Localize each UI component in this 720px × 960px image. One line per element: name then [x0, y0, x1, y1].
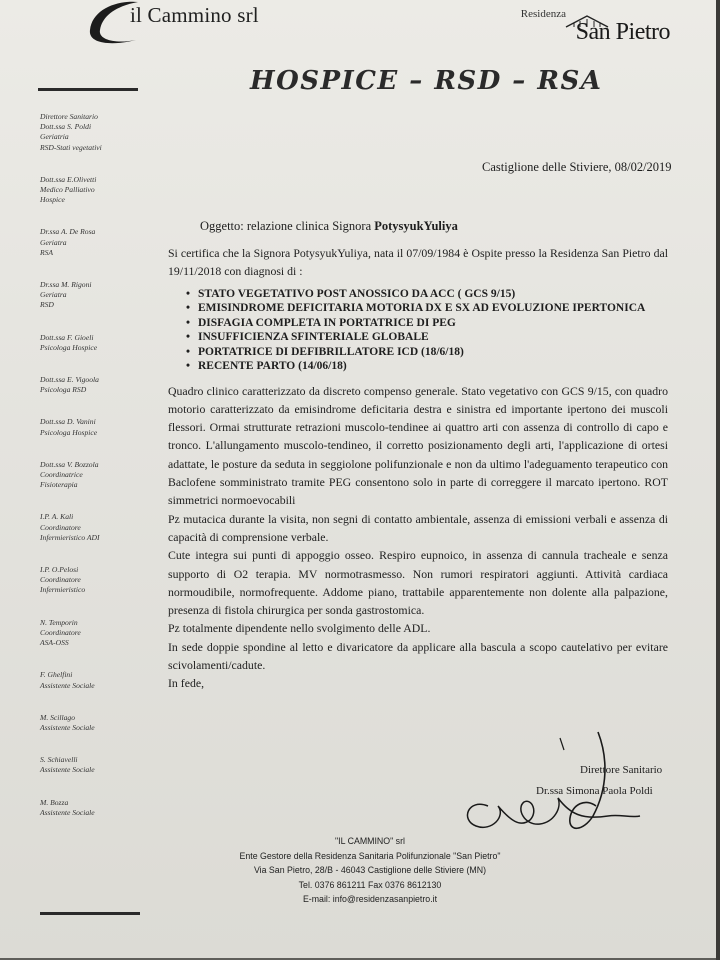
- staff-role: Assistente Sociale: [40, 680, 95, 690]
- page-edge-shadow: [716, 0, 720, 960]
- staff-role: RSA: [40, 247, 54, 257]
- staff-role: Assistente Sociale: [40, 807, 95, 817]
- staff-sidebar: [40, 112, 150, 840]
- diagnosis-text: STATO VEGETATIVO POST ANOSSICO DA ACC ( GCS 9/15): [198, 287, 516, 300]
- bullet-icon: •: [186, 345, 191, 358]
- diagnosis-item: [168, 345, 668, 360]
- letter-body: [168, 244, 668, 693]
- staff-name: Dr.ssa A. De Rosa: [40, 227, 96, 237]
- brand-big: San Pietro: [575, 19, 670, 45]
- staff-entry: [40, 175, 150, 206]
- page-title: HOSPICE – RSD – RSA: [250, 66, 603, 96]
- diagnosis-list: [168, 287, 668, 374]
- sidebar-divider-top: [38, 88, 138, 91]
- staff-role: Coordinatore: [40, 627, 81, 637]
- staff-name: Dott.ssa D. Vanini: [40, 417, 96, 427]
- staff-role: ASA-OSS: [40, 638, 69, 648]
- diagnosis-item: [168, 287, 668, 302]
- intro-paragraph: Si certifica che la Signora PotysyukYuliya, nata il 07/09/1984 è Ospite presso la Residenza San Pietro dal 19/11/2018 con diagnosi di :: [168, 246, 668, 279]
- staff-role: Fisioterapia: [40, 480, 78, 490]
- staff-name: Dott.ssa V. Bozzola: [40, 459, 99, 469]
- diagnosis-text: DISFAGIA COMPLETA IN PORTATRICE DI PEG: [198, 316, 456, 329]
- staff-entry: [40, 618, 150, 649]
- staff-entry: [40, 512, 150, 543]
- staff-name: M. Bozza: [40, 797, 69, 807]
- subject-prefix: Oggetto: relazione clinica Signora: [200, 219, 375, 233]
- adl-paragraph: Pz totalmente dipendente nello svolgimento delle ADL.: [168, 621, 431, 636]
- staff-role: Infermieristico: [40, 585, 86, 595]
- footer-description: Ente Gestore della Residenza Sanitaria Polifunzionale "San Pietro": [239, 850, 501, 861]
- subject-name: PotysyukYuliya: [374, 219, 458, 233]
- diagnosis-text: EMISINDROME DEFICITARIA MOTORIA DX E SX AD EVOLUZIONE IPERTONICA: [198, 302, 646, 315]
- footer-address: Via San Pietro, 28/B - 46043 Castiglione delle Stiviere (MN): [253, 865, 487, 876]
- company-logo: [86, 0, 276, 44]
- staff-entry: [40, 112, 150, 153]
- staff-name: Direttore Sanitario: [40, 112, 98, 121]
- staff-role: Psicologa Hospice: [40, 427, 98, 437]
- staff-name: Dott.ssa F. Gioeli: [40, 332, 94, 342]
- staff-role: Coordinatore: [40, 575, 81, 585]
- brand-small: Residenza: [520, 8, 566, 20]
- residence-logo: [520, 6, 670, 46]
- staff-entry: [40, 333, 150, 353]
- staff-entry: [40, 227, 150, 258]
- staff-entry: [40, 280, 150, 311]
- staff-role: Geriatra: [40, 290, 67, 300]
- footer-phone: Tel. 0376 861211 Fax 0376 8612130: [298, 879, 442, 890]
- footer-company: "IL CAMMINO" srl: [335, 836, 405, 846]
- staff-entry: [40, 565, 150, 596]
- company-name: il Cammino srl: [130, 3, 259, 27]
- subject-line: [200, 219, 458, 234]
- diagnosis-text: RECENTE PARTO (14/06/18): [198, 360, 347, 373]
- staff-name: I.P. O.Pelosi: [40, 565, 79, 575]
- staff-name: Dott.ssa E.Olivetti: [40, 174, 97, 184]
- date-line: Castiglione delle Stiviere, 08/02/2019: [482, 160, 672, 174]
- staff-role: Coordinatore: [40, 522, 81, 532]
- diagnosis-item: [168, 359, 668, 374]
- staff-name: Dott.ssa E. Vigoola: [40, 375, 99, 385]
- diagnosis-item: [168, 330, 668, 345]
- staff-name: Dr.ssa M. Rigoni: [40, 280, 92, 290]
- staff-role: Coordinatrice: [40, 470, 83, 480]
- staff-entry: [40, 798, 150, 818]
- diagnosis-text: PORTATRICE DI DEFIBRILLATORE ICD (18/6/18): [198, 345, 464, 358]
- staff-entry: [40, 755, 150, 775]
- staff-role: Assistente Sociale: [40, 722, 95, 732]
- signatory-title: Direttore Sanitario: [580, 764, 663, 776]
- diagnosis-text: INSUFFICIENZA SFINTERIALE GLOBALE: [198, 331, 429, 344]
- sidebar-divider-bottom: [40, 912, 140, 915]
- bullet-icon: •: [186, 287, 191, 300]
- staff-role: Dott.ssa S. Poldi: [40, 122, 92, 132]
- staff-role: Geriatra: [40, 237, 67, 247]
- footer-email: E-mail: info@residenzasanpietro.it: [302, 894, 438, 905]
- diagnosis-item: [168, 316, 668, 331]
- staff-role: Medico Palliativo: [40, 185, 95, 195]
- staff-entry: [40, 713, 150, 733]
- staff-role: Hospice: [40, 195, 65, 205]
- staff-entry: [40, 417, 150, 437]
- closing-line: In fede,: [168, 676, 205, 691]
- staff-role: Assistente Sociale: [40, 765, 95, 775]
- clinical-paragraph: Quadro clinico caratterizzato da discreto compenso generale. Stato vegetativo con GCS 9/15, con quadro motorio caratterizzato da emisindrome deficitaria destra e sinistra ed importante ipertono dei muscoli flessori. Ormai strutturate retrazioni muscolo-tendinee ai quattro arti con assenza di controllo di capo e tronco. L'allungamento muscolo-tendineo, il corretto posizionamento degli arti, l'applicazione di ortesi adattate, le posture da seduta in seggiolone polifunzionale e non da ultimo l'adeguamento terapeutico con Baclofene somministrato tramite PEG consentono solo in parte di correggere il marcato ipertono. ROT simmetrici normoevocabili: [168, 383, 668, 508]
- behaviour-paragraph: Pz mutacica durante la visita, non segni di contatto ambientale, assenza di emissioni verbali e assenza di capacità di comprensione verbale.: [168, 511, 668, 544]
- staff-role: Geriatria: [40, 132, 69, 142]
- staff-role: Psicologa Hospice: [40, 342, 98, 352]
- staff-entry: [40, 670, 150, 690]
- exam-paragraph: Cute integra sui punti di appoggio osseo. Respiro eupnoico, in assenza di cannula tracheale e senza supporto di O2 terapia. MV normotrasmesso. Non rumori respiratori aggiunti. Attività cardiaca normoudibile, normofrequente. Addome piano, trattabile apparentemente non dolente alla palpazione, presenza di fistola chirurgica per sonda gastrostomica.: [168, 548, 668, 618]
- staff-entry: [40, 375, 150, 395]
- staff-name: F. Ghelfini: [40, 670, 73, 680]
- staff-role: RSD: [40, 300, 54, 310]
- staff-name: N. Temporin: [40, 617, 78, 627]
- safety-paragraph: In sede doppie spondine al letto e divaricatore da applicare alla bascula a scopo cautelativo per evitare scivolamenti/cadute.: [168, 639, 668, 673]
- staff-name: M. Scillago: [40, 712, 76, 722]
- staff-role: RSD-Stati vegetativi: [40, 142, 102, 152]
- diagnosis-item: [168, 301, 668, 316]
- signature-icon: [458, 728, 648, 838]
- bullet-icon: •: [186, 316, 191, 329]
- staff-role: Psicologa RSD: [40, 385, 87, 395]
- bullet-icon: •: [186, 331, 191, 344]
- staff-name: S. Schiavelli: [40, 755, 78, 765]
- bullet-icon: •: [186, 302, 191, 315]
- letter-footer: [200, 834, 540, 907]
- signatory-name: Dr.ssa Simona Paola Poldi: [536, 785, 653, 797]
- staff-role: Infermieristico ADI: [40, 532, 100, 542]
- staff-name: I.P. A. Kali: [40, 512, 74, 522]
- staff-entry: [40, 460, 150, 491]
- bullet-icon: •: [186, 360, 191, 373]
